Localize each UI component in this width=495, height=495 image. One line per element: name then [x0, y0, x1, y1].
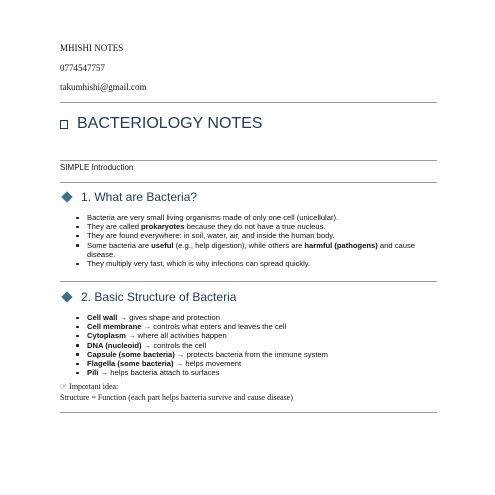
list-item [76, 331, 416, 340]
document-title [60, 115, 263, 133]
section-heading-2 [62, 290, 236, 304]
section-heading-text: 1. What are Bacteria? [81, 190, 198, 204]
important-text: Structure = Function (each part helps bacteria survive and cause disease) [60, 393, 293, 402]
list-item-text: → controls what enters and leaves the cell [141, 322, 287, 332]
bold-term: prokaryotes [141, 222, 185, 232]
bold-term: Flagella (some bacteria) [87, 359, 174, 369]
list-item [76, 259, 416, 268]
bold-term: Capsule (some bacteria) [87, 349, 175, 359]
box-icon [60, 120, 68, 129]
list-item [76, 341, 416, 350]
list-item-text: and cause disease. [87, 240, 415, 259]
author-phone: 0774547757 [60, 63, 105, 73]
list-item [76, 313, 416, 322]
list-item-text: → where all activities happen [125, 331, 227, 341]
important-label: ☞ Important idea: [60, 382, 119, 391]
list-item [76, 350, 416, 359]
document-title-text: BACTERIOLOGY NOTES [77, 115, 263, 132]
bold-term: useful [151, 240, 174, 250]
list-item-text: They are found everywhere: in soil, water, air, and inside the human body. [87, 231, 335, 241]
list-item [76, 241, 416, 259]
divider [60, 412, 437, 413]
section-heading-1 [62, 190, 197, 204]
list-item-text: They are called [87, 222, 142, 232]
list-item [76, 359, 416, 368]
list-item-text: They multiply very fast, which is why infections can spread quickly. [87, 259, 311, 269]
bacteria-structure-list [76, 313, 416, 377]
list-item-text: Bacteria are very small living organisms made of only one cell (unicellular). [87, 213, 339, 222]
bold-term: DNA (nucleoid) [87, 340, 142, 350]
bold-term: Cell membrane [87, 322, 142, 332]
important-note [60, 381, 293, 403]
list-item-text: Some bacteria are [87, 240, 152, 250]
divider [60, 102, 437, 103]
list-item-text: → protects bacteria from the immune system [174, 349, 328, 359]
section-heading-text: 2. Basic Structure of Bacteria [81, 290, 237, 304]
list-item [76, 368, 416, 377]
list-item-text: → helps movement [173, 359, 242, 369]
list-item [76, 213, 416, 222]
list-item-text: (e.g., help digestion), while others are [173, 240, 305, 250]
list-item-text: → gives shape and protection [117, 313, 220, 322]
list-item [76, 222, 416, 231]
list-item-text: → helps bacteria attach to surfaces [98, 368, 220, 378]
intro-label: SIMPLE Introduction [60, 163, 134, 172]
diamond-bullet-icon [61, 191, 72, 202]
bold-term: Pili [87, 368, 99, 378]
author-email: takumhishi@gmail.com [60, 82, 147, 92]
list-item-text: because they do not have a true nucleus. [184, 222, 326, 232]
diamond-bullet-icon [61, 291, 72, 302]
bold-term: Cytoplasm [87, 331, 126, 341]
bold-term: Cell wall [87, 313, 118, 322]
bacteria-definition-list [76, 213, 416, 268]
divider [60, 182, 437, 183]
list-item-text: → controls the cell [141, 340, 207, 350]
list-item [76, 322, 416, 331]
author-name: MHISHI NOTES [60, 43, 124, 53]
bold-term: harmful (pathogens) [304, 240, 378, 250]
divider [60, 160, 437, 161]
divider [60, 281, 437, 282]
list-item [76, 231, 416, 240]
